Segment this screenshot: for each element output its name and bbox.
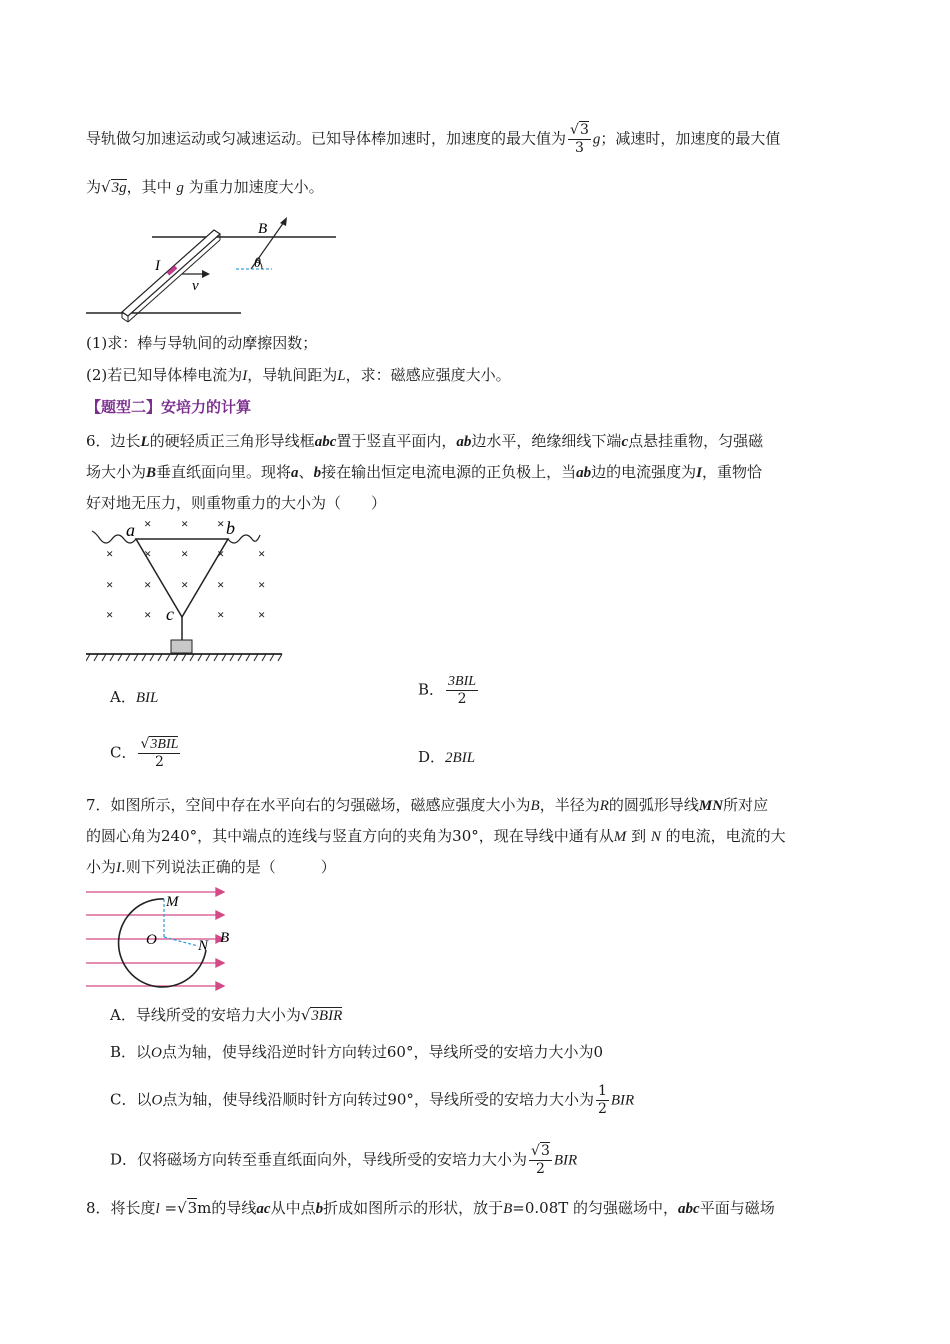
x-mark: ×: [106, 546, 114, 561]
p7-option-d[interactable]: D．仅将磁场方向转至垂直纸面向外，导线所受的安培力大小为 $\frac{√3}{2}$ BIR: [110, 1143, 578, 1177]
rail-rod-figure: [86, 212, 346, 328]
p7-option-a[interactable]: A．导线所受的安培力大小为√3BIR: [110, 1006, 343, 1024]
label-B: B: [258, 221, 268, 237]
label-a: a: [126, 520, 135, 540]
section-heading: 【题型二】安培力的计算: [86, 398, 252, 416]
fraction-sqrt3-over-3: $\frac{√3}{3}$: [570, 122, 589, 156]
x-mark: ×: [181, 516, 189, 531]
triangle-frame-figure: [86, 512, 286, 662]
p7-option-c[interactable]: C．以O点为轴，使导线沿顺时针方向转过90°，导线所受的安培力大小为 $\frac{1}{2}$ BIR: [110, 1083, 635, 1117]
label-M: M: [166, 894, 179, 910]
label-B: B: [220, 930, 230, 946]
problem-6-text: 6．边长L的硬轻质正三角形导线框abc置于竖直平面内，ab边水平，绝缘细线下端c点悬挂重物，匀强磁 场大小为B垂直纸面向里。现将a、b接在输出恒定电流电源的正负极上，当ab边的电流强度为I，重物恰 好对地无压力，则重物重力的大小为（ ）: [86, 432, 764, 512]
x-mark: ×: [217, 577, 225, 592]
label-N: N: [198, 938, 209, 954]
x-mark: ×: [106, 607, 114, 622]
x-mark: ×: [144, 577, 152, 592]
p6-option-a[interactable]: A．BIL: [110, 688, 159, 706]
x-mark: ×: [144, 546, 152, 561]
p6-option-c[interactable]: C． $\frac{\text{√3BIL}}{2}$: [110, 736, 179, 770]
x-mark: ×: [144, 607, 152, 622]
question-1: (1)求：棒与导轨间的动摩擦因数；: [86, 334, 318, 352]
intro-line-1: 导轨做匀加速运动或匀减速运动。已知导体棒加速时，加速度的最大值为 $\frac{√3}{3}$ g；减速时，加速度的最大值: [86, 122, 781, 156]
x-mark: ×: [181, 577, 189, 592]
label-O: O: [146, 932, 157, 948]
intro-line-2: 为√3g，其中 g 为重力加速度大小。: [86, 178, 324, 196]
x-mark: ×: [217, 516, 225, 531]
x-mark: ×: [217, 607, 225, 622]
x-mark: ×: [258, 607, 266, 622]
problem-7-text: 7．如图所示，空间中存在水平向右的匀强磁场，磁感应强度大小为B，半径为R的圆弧形导线MN所对应 的圆心角为240°，其中端点的连线与竖直方向的夹角为30°，现在导线中通有从M 到 N 的电流，电流的大 小为I.则下列说法正确的是（ ）: [86, 796, 786, 876]
problem-8-text: 8．将长度l =√3m的导线ac从中点b折成如图所示的形状，放于B=0.08T 的匀强磁场中，abc平面与磁场: [86, 1199, 775, 1217]
p6-option-b[interactable]: B． $\frac{\text{3BIL}}{2}$: [418, 674, 477, 707]
x-mark: ×: [217, 546, 225, 561]
label-theta: θ: [254, 256, 261, 271]
p7-option-b[interactable]: B．以O点为轴，使导线沿逆时针方向转过60°，导线所受的安培力大小为0: [110, 1043, 604, 1061]
arc-wire-figure: [86, 884, 246, 992]
sqrt-3g: √3g: [101, 178, 127, 196]
x-mark: ×: [258, 577, 266, 592]
x-mark: ×: [106, 577, 114, 592]
label-v: v: [192, 278, 199, 294]
question-2: (2)若已知导体棒电流为I，导轨间距为L，求：磁感应强度大小。: [86, 366, 511, 384]
x-mark: ×: [181, 546, 189, 561]
label-c: c: [166, 604, 174, 624]
x-mark: ×: [144, 516, 152, 531]
x-mark: ×: [258, 546, 266, 561]
label-b: b: [226, 518, 235, 538]
p6-option-d[interactable]: D．2BIL: [418, 748, 476, 766]
label-I: I: [155, 258, 160, 274]
